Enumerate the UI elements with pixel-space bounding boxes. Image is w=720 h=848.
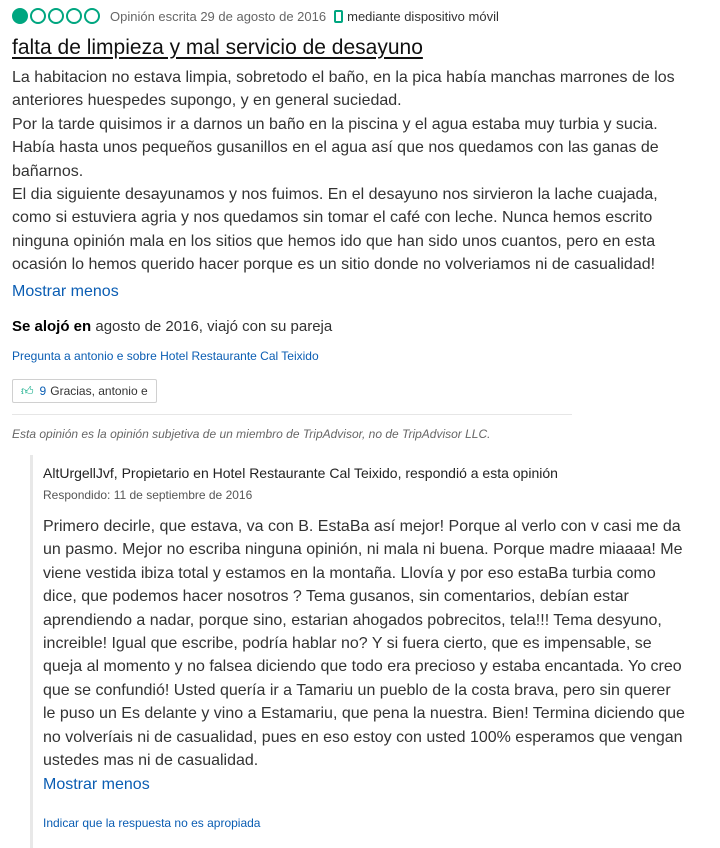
review-paragraph: Por la tarde quisimos ir a darnos un baño en la piscina y el agua estaba muy turbia y sucia. Había hasta unos pequeños gusanillos en el agua así que nos quedamos con las ganas de bañarnos. <box>12 115 659 180</box>
response-body <box>43 515 685 772</box>
device-label: mediante dispositivo móvil <box>347 8 499 24</box>
rating-bubble-icon <box>84 8 100 24</box>
rating-bubble-icon <box>12 8 28 24</box>
stay-info <box>12 318 332 335</box>
response-date: Respondido: 11 de septiembre de 2016 <box>43 488 253 502</box>
bubble-rating <box>12 8 100 24</box>
thumbs-up-icon: 👍︎ <box>21 383 34 398</box>
written-date: Opinión escrita 29 de agosto de 2016 <box>110 8 327 24</box>
disclaimer: Esta opinión es la opinión subjetiva de un miembro de TripAdvisor, no de TripAdvisor LLC. <box>12 427 491 441</box>
thanks-label: Gracias, antonio e <box>50 384 148 398</box>
thanks-button[interactable] <box>12 379 157 403</box>
rating-bubble-icon <box>66 8 82 24</box>
review-paragraph: El dia siguiente desayunamos y nos fuimos. En el desayuno nos sirvieron la lache cuajada, como si estuviera agria y nos quedamos sin tomar el café con leche. Nunca hemos escrito ninguna opinión mala en los sitios que hemos ido que han sido unos cuantos, pero en esta ocasión lo hemos querido hacer porque es un sitio donde no volveriamos ni de casualidad! <box>12 186 658 274</box>
stayed-detail: agosto de 2016, viajó con su pareja <box>95 318 333 335</box>
ask-reviewer-link[interactable]: Pregunta a antonio e sobre Hotel Restaurante Cal Teixido <box>12 349 319 363</box>
owner-response <box>30 455 713 848</box>
review-title[interactable]: falta de limpieza y mal servicio de desayuno <box>12 36 423 59</box>
review-paragraph: La habitacion no estava limpia, sobretodo el baño, en la pica había manchas marrones de los anteriores huespedes supongo, y en general suciedad. <box>12 69 675 110</box>
review-meta <box>12 6 499 26</box>
rating-bubble-icon <box>30 8 46 24</box>
review-body <box>12 66 692 277</box>
show-less-link[interactable]: Mostrar menos <box>12 283 119 300</box>
report-response-link[interactable]: Indicar que la respuesta no es apropiada <box>43 816 261 830</box>
thanks-count: 9 <box>39 384 47 398</box>
rating-bubble-icon <box>48 8 64 24</box>
divider <box>12 414 572 415</box>
mobile-device-icon <box>334 10 343 23</box>
stayed-label: Se alojó en <box>12 318 92 335</box>
response-header: AltUrgellJvf, Propietario en Hotel Restaurante Cal Teixido, respondió a esta opinión <box>43 465 558 481</box>
response-paragraph: Primero decirle, que estava, va con B. EstaBa así mejor! Porque al verlo con v casi me da un pasmo. Mejor no escriba ninguna opinión, ni mala ni buena. Porque madre miaaaa! Me viene vestida ibiza total y estamos en la montaña. Llovía y por eso estaBa turbia como dice, que podemos hacer nosotros ? Tema gusanos, sin comentarios, debían estar aprendiendo a nadar, porque sino, estarian ahogados pobrecitos, tela!!! Tema desyuno, increible! Igual que escribe, podría hablar no? Y si fuera cierto, que es impensable, se queja al momento y no falsea diciendo que todo era precioso y estaba encantada. Yo creo que se confundió! Usted quería ir a Tamariu un pueblo de la costa brava, pero sin querer le puso un Es delante y vino a Estamariu, que pena la nuestra. Bien! Termina diciendo que no volveríais ni de casualidad, pues en eso estoy con usted 100% esperamos que vengan ustedes mas ni de casualidad. <box>43 518 685 770</box>
response-show-less-link[interactable]: Mostrar menos <box>43 776 150 793</box>
